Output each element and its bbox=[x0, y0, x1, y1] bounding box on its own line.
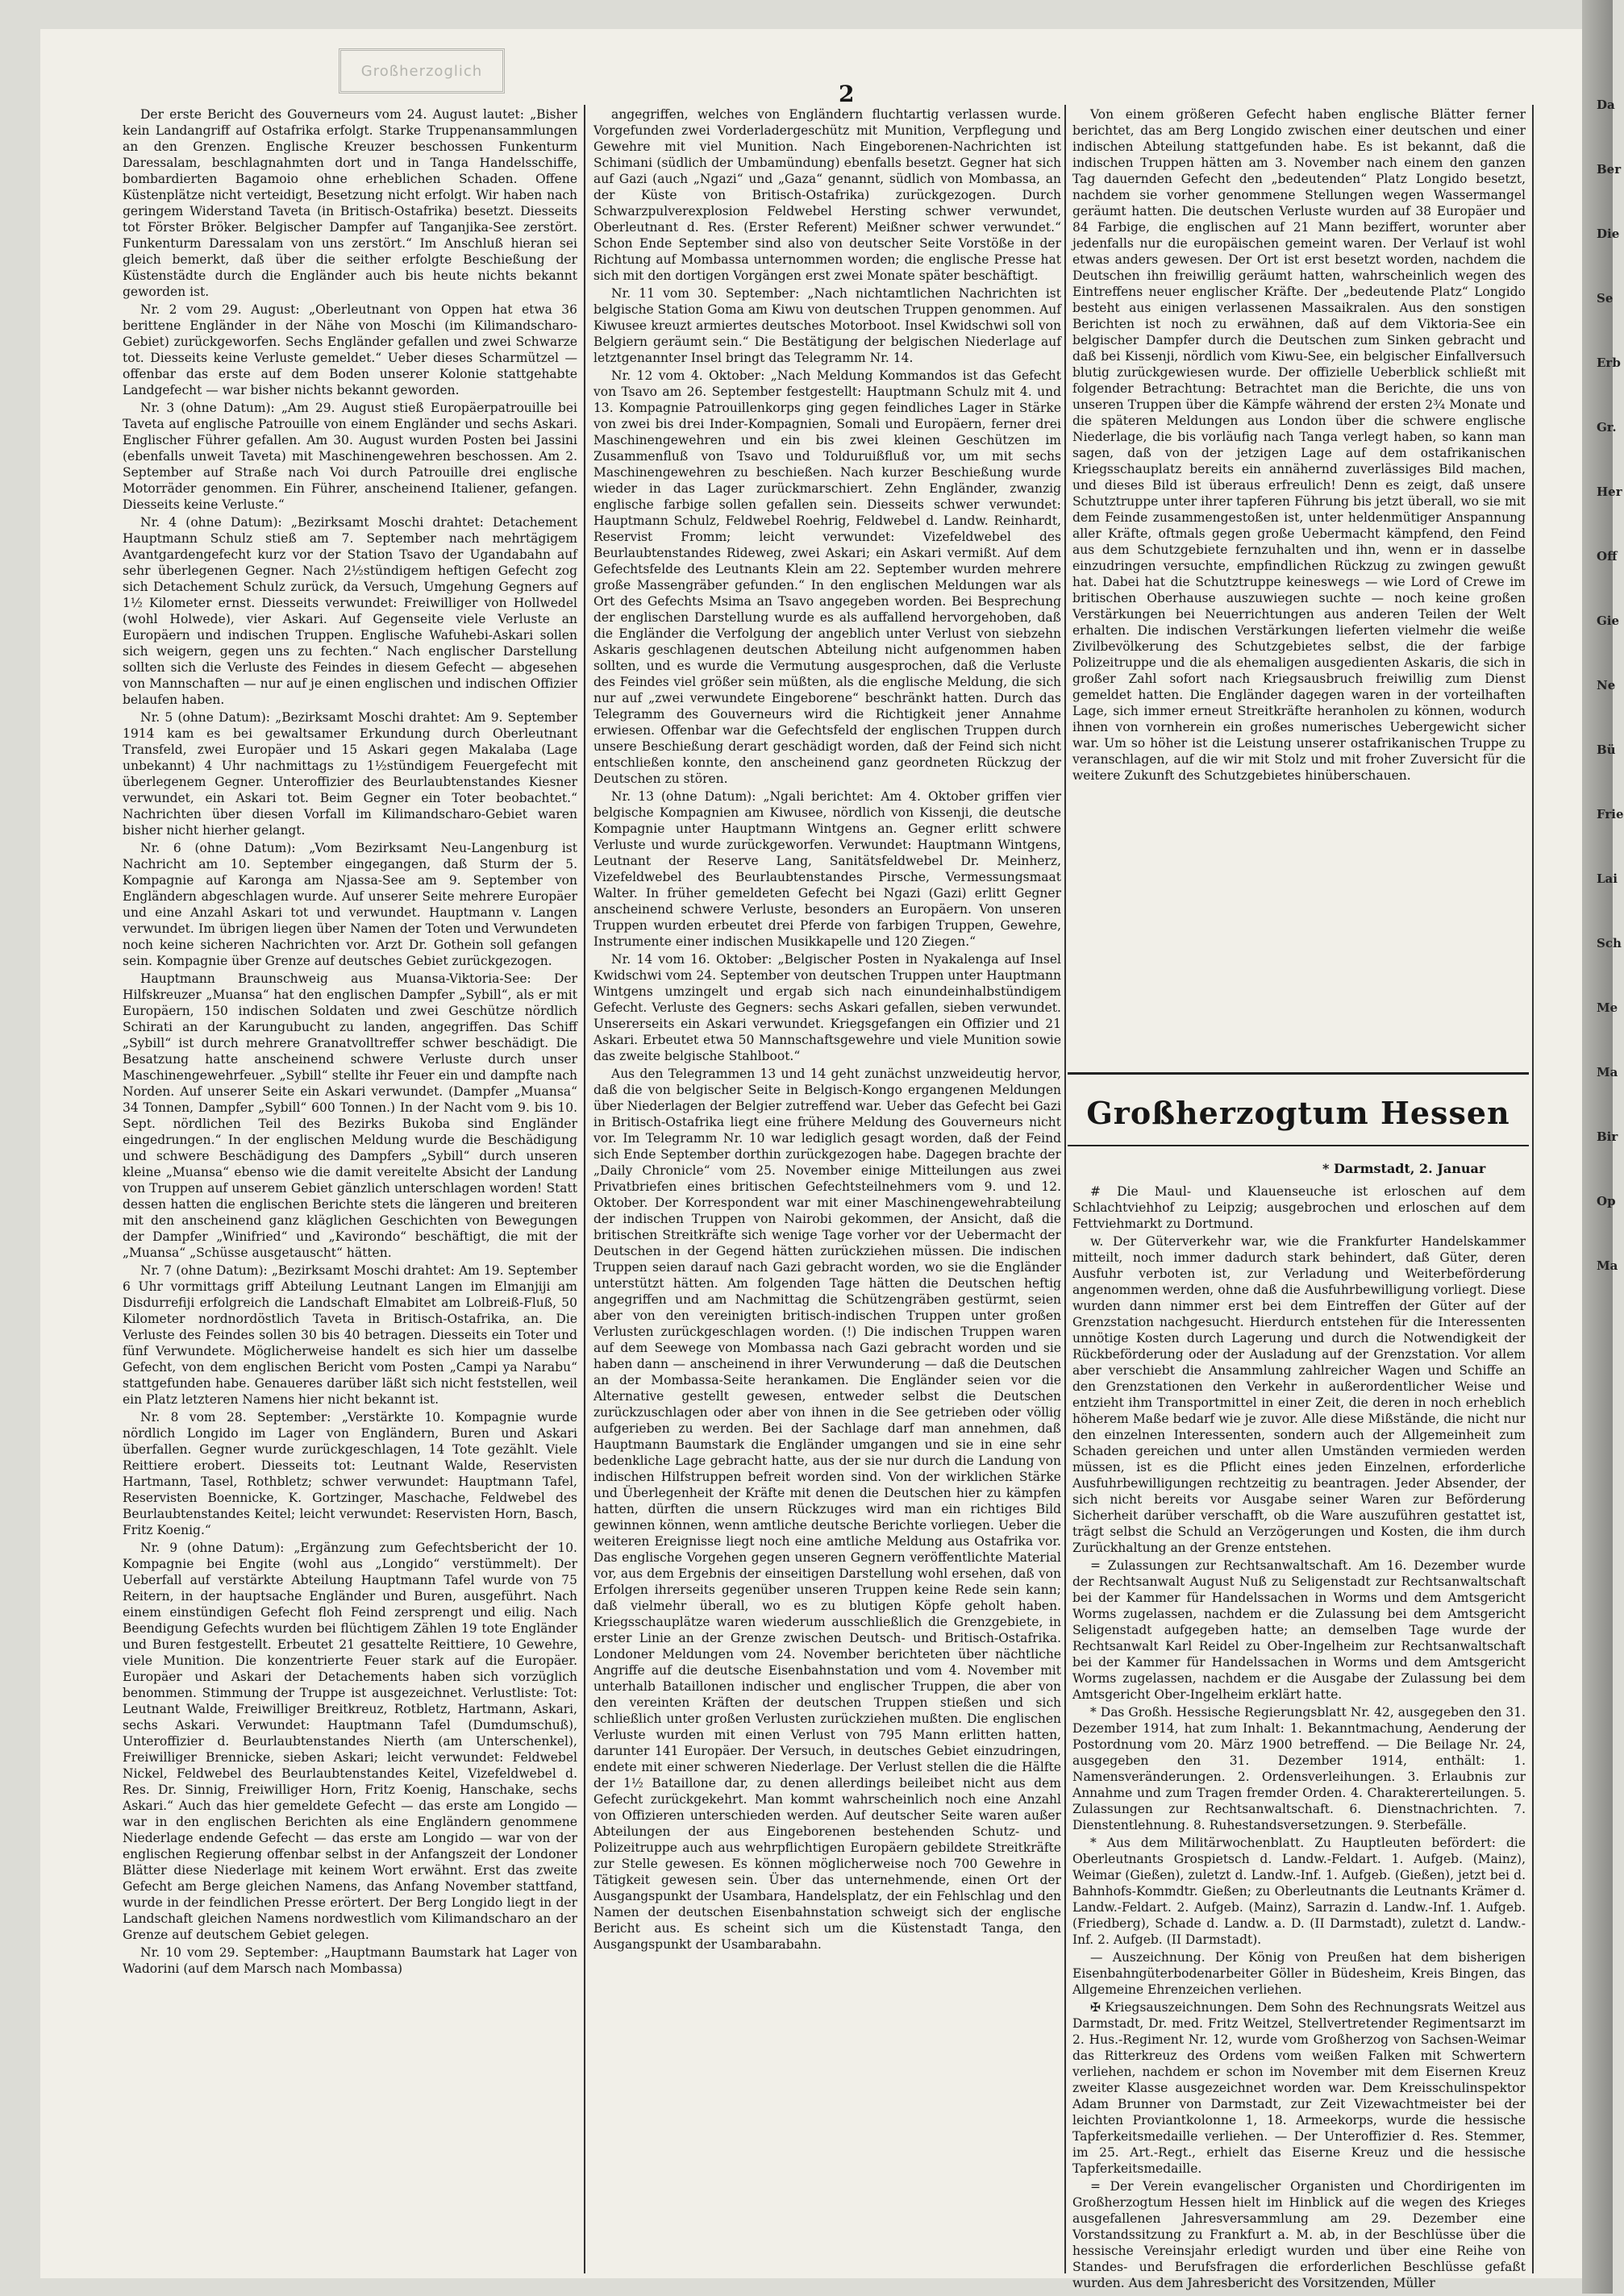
cut-off-text: Frie bbox=[1597, 807, 1624, 821]
section-divider bbox=[1068, 1145, 1529, 1146]
article-column-3 bbox=[1072, 106, 1526, 1138]
paragraph: Nr. 14 vom 16. Oktober: „Belgischer Posten in Nyakalenga auf Insel Kwidschwi vom 24. September von deutschen Truppen unter Hauptmann Wintgens umzingelt und ergab sich nach einundeinhalbstündigem Gefecht. Verluste des Gegners: sechs Askari gefallen, sieben verwundet. Unsererseits ein Askari verwundet. Kriegsgefangen ein Offizier und 21 Askari. Erbeutet etwa 50 Mannschaftsgewehre und viele Munition sowie das zweite belgische Stahlboot.“ bbox=[593, 952, 1061, 1063]
section-divider bbox=[1068, 1072, 1529, 1075]
cut-off-text: Me bbox=[1597, 1000, 1618, 1015]
cut-off-text: Ne bbox=[1597, 678, 1616, 693]
cut-off-text: Bü bbox=[1597, 742, 1616, 757]
cut-off-text: Ma bbox=[1597, 1065, 1618, 1079]
cut-off-text: Gie bbox=[1597, 614, 1620, 628]
article-column-1 bbox=[123, 106, 577, 2267]
paragraph: Nr. 5 (ohne Datum): „Bezirksamt Moschi drahtet: Am 9. September 1914 kam es bei gewaltsamer Erkundung durch Oberleutnant Transfeld, zwei Europäer und 15 Askari gegen Makalaba (Lage unbekannt) 4 Uhr nachmittags zu 1½stündigem Feuergefecht mit überlegenem Gegner. Unteroffizier des Beurlaubtenstandes Kiesner verwundet, ein Askari tot. Beim Gegner ein Toter beobachtet.“ Nachrichten über diesen Vorfall im Kilimandscharo-Gebiet waren bisher nicht hierher gelangt. bbox=[123, 710, 577, 838]
paragraph: = Zulassungen zur Rechtsanwaltschaft. Am 16. Dezember wurde der Rechtsanwalt August Nuß zu Seligenstadt zur Rechtsanwaltschaft bei der Kammer für Handelssachen in Worms und dem Amtsgericht Worms zugelassen, nachdem er die Zulassung bei dem Amtsgericht Seligenstadt aufgegeben hatte; an demselben Tage wurde der Rechtsanwalt Karl Reidel zu Ober-Ingelheim zur Rechtsanwaltschaft bei der Kammer für Handelssachen in Worms und dem Amtsgericht Worms zugelassen, nachdem er die Ausgabe der Zulassung bei dem Amtsgericht Ober-Ingelheim erklärt hatte. bbox=[1072, 1558, 1526, 1702]
paragraph: = Der Verein evangelischer Organisten und Chordirigenten im Großherzogtum Hessen hielt im Hinblick auf die wegen des Krieges ausgefallenen Jahresversammlung am 29. Dezember eine Vorstandssitzung zu Frankfurt a. M. ab, in der Beschlüsse über die hessische Vereinsjahr erledigt wurden und über eine Reihe von Standes- und Berufsfragen die erforderlichen Beschlüsse gefaßt wurden. Aus dem Jahresbericht des Vorsitzenden, Müller bbox=[1072, 2179, 1526, 2290]
cut-off-text: Gr. bbox=[1597, 420, 1617, 435]
paragraph: * Aus dem Militärwochenblatt. Zu Hauptleuten befördert: die Oberleutnants Grospietsch d. Landw.-Feldart. 1. Aufgeb. (Mainz), Weimar (Gießen), zuletzt d. Landw.-Inf. 1. Aufgeb. (Gießen), jetzt bei d. Bahnhofs-Kommdtr. Gießen; zu Oberleutnants die Leutnants Krämer d. Landw.-Feldart. 2. Aufgeb. (Mainz), Sarrazin d. Landw.-Inf. 1. Aufgeb. (Friedberg), Schade d. Landw. a. D. (II Darmstadt), zuletzt d. Landw.-Inf. 2. Aufgeb. (II Darmstadt). bbox=[1072, 1836, 1526, 1947]
paragraph: Nr. 6 (ohne Datum): „Vom Bezirksamt Neu-Langenburg ist Nachricht am 10. September eingegangen, daß Sturm der 5. Kompagnie auf Karonga am Njassa-See am 9. September von Engländern abgeschlagen wurde. Auf unserer Seite mehrere Europäer und eine Anzahl Askari tot und verwundet. Hauptmann v. Langen verwundet. Im übrigen liegen über Namen der Toten und Verwundeten noch keine sicheren Nachrichten vor. Arzt Dr. Gothein soll gefangen sein. Kompagnie über Grenze auf deutsches Gebiet zurückgezogen. bbox=[123, 841, 577, 968]
article-column-2 bbox=[593, 106, 1061, 2267]
paragraph: Nr. 12 vom 4. Oktober: „Nach Meldung Kommandos ist das Gefecht von Tsavo am 26. September festgestellt: Hauptmann Schulz mit 4. und 13. Kompagnie Patrouillenkorps ging gegen feindliches Lager in Stärke von zwei bis drei Inder-Kompagnien, Somali und Europäern, ferner drei Maschinengewehren und ein bis zwei kleinen Geschützen im Zusammenfluß von Tsavo und Tolduruißfluß vor, um mit sechs Maschinengewehren zu beschießen. Nach kurzer Beschießung wurde wieder in das Lager zurückmarschiert. Zehn Engländer, zwanzig englische farbige sollen gefallen sein. Diesseits schwer verwundet: Hauptmann Schulz, Feldwebel Roehrig, Feldwebel d. Landw. Reinhardt, Reservist Fromm; leicht verwundet: Vizefeldwebel des Beurlaubtenstandes Rideweg, zwei Askari; ein Askari vermißt. Auf dem Gefechtsfelde des Leutnants Klein am 22. September wurden mehrere große Massengräber gefunden.“ In den englischen Meldungen war als Ort des Gefechts Msima an Tsavo angegeben worden. Bei Besprechung der englischen Darstellung wurde es als auffallend hervorgehoben, daß die Engländer die Verfolgung der angeblich unter Verlust von siebzehn Askaris geschlagenen deutschen Abteilung nicht aufgenommen haben sollten, und es wurde die Vermutung ausgesprochen, daß die Verluste des Feindes viel größer sein müßten, als die englische Meldung, die sich nur auf „zwei verwundete Eingeborene“ beschränkt hatten. Durch das Telegramm des Gouverneurs wird die Richtigkeit jener Annahme erwiesen. Offenbar war die Gefechtsfeld der englischen Truppen durch unsere Beschießung derart geschädigt worden, daß der Feind sich nicht entschließen konnte, den anscheinend ganz geordneten Rückzug der Deutschen zu stören. bbox=[593, 368, 1061, 786]
cut-off-text: Se bbox=[1597, 291, 1614, 306]
cut-off-text: Ma bbox=[1597, 1258, 1618, 1273]
paragraph: # Die Maul- und Klauenseuche ist erloschen auf dem Schlachtviehhof zu Leipzig; ausgebrochen und erloschen auf dem Fettviehmarkt zu Dortmund. bbox=[1072, 1184, 1526, 1231]
paragraph: Nr. 11 vom 30. September: „Nach nichtamtlichen Nachrichten ist belgische Station Goma am Kiwu von deutschen Truppen genommen. Auf Kiwusee kreuzt armiertes deutsches Motorboot. Insel Kwidschwi soll von Belgiern geräumt sein.“ Die Bestätigung der belgischen Niederlage auf letztgenannter Insel bringt das Telegramm Nr. 14. bbox=[593, 286, 1061, 365]
page-number: 2 bbox=[839, 81, 855, 107]
paragraph: Nr. 4 (ohne Datum): „Bezirksamt Moschi drahtet: Detachement Hauptmann Schulz stieß am 7. September nach mehrtägigem Avantgardengefecht kurz vor der Station Tsavo der Ugandabahn auf sehr überlegenen Gegner. Nach 2½stündigem heftigen Gefecht zog sich Detachement Schulz zurück, da Versuch, Umgehung Gegners auf 1½ Kilometer ernst. Diesseits verwundet: Freiwilliger von Hollwedel (wohl Holwede), vier Askari. Auf Gegenseite viele Verluste an Europäern und indischen Truppen. Englische Wafuhebi-Askari sollen sich weigern, gegen uns zu fechten.“ Nach englischer Darstellung sollten sich die Verluste des Feindes in diesem Gefecht — abgesehen von Mannschaften — nur auf je einen englischen und indischen Offizier belaufen haben. bbox=[123, 515, 577, 707]
section-heading: Großherzogtum Hessen bbox=[1086, 1094, 1510, 1131]
cut-off-text: Sch bbox=[1597, 936, 1622, 950]
archive-stamp: Großherzoglich bbox=[339, 48, 505, 94]
cut-off-text: Off bbox=[1597, 549, 1618, 564]
paragraph: Von einem größeren Gefecht haben englische Blätter ferner berichtet, das am Berg Longido zwischen einer deutschen und einer indischen Abteilung stattgefunden habe. Es ist bekannt, daß die indischen Truppen hätten am 3. November nach einem den ganzen Tag dauernden Gefecht den „bedeutenden“ Platz Longido besetzt, nachdem sie vorher genommene Stellungen wegen Wassermangel geräumt hatten. Die deutschen Verluste wurden auf 38 Europäer und 84 Farbige, die englischen auf 21 Mann beziffert, worunter aber jedenfalls nur die europäischen gemeint waren. Der Verlauf ist wohl etwas anders gewesen. Der Ort ist erst besetzt worden, nachdem die Deutschen ihn freiwillig geräumt hatten, wahrscheinlich wegen des Eintreffens neuer englischer Kräfte. Der „bedeutende Platz“ Longido besteht aus einigen verlassenen Massaikralen. Aus den sonstigen Berichten ist noch zu erwähnen, daß auf dem Viktoria-See ein belgischer Dampfer durch die Deutschen zum Sinken gebracht und daß bei Kissenji, nördlich vom Kiwu-See, ein belgischer Einfallversuch blutig zurückgewiesen wurde. Der offizielle Ueberblick schließt mit folgender Betrachtung: Betrachtet man die Berichte, die uns von unseren Truppen über die Kämpfe während der ersten 2¾ Monate und die späteren Meldungen aus London über die schwere englische Niederlage, die bis vorläufig nach Tanga verlegt haben, so kann man sagen, daß von der jetzigen Lage auf dem ostafrikanischen Kriegsschauplatz bereits ein annähernd zuverlässiges Bild machen, und dieses Bild ist überaus erfreulich! Denn es zeigt, daß unsere Schutztruppe unter ihrer tapferen Führung bis jetzt überall, wo sie mit dem Feinde zusammengestoßen ist, unter heldenmütiger Anspannung aller Kräfte, oftmals gegen große Uebermacht kämpfend, den Feind aus dem Schutzgebiete fernzuhalten und ihn, wenn er in dasselbe einzudringen versuchte, empfindlichen Rückzug zu zwingen gewußt hat. Dabei hat die Schutztruppe keineswegs — wie Lord of Crewe im britischen Oberhause auszuwiegen suchte — noch keine großen Verstärkungen bei Neuerrichtungen aus anderen Teilen der Welt erhalten. Die indischen Verstärkungen lieferten vielmehr die weiße Zivilbevölkerung des Schutzgebietes selbst, die der farbige Polizeitruppe und die als ehemaligen ausgedienten Askaris, die sich in großer Zahl sofort nach Kriegsausbruch freiwillig zum Dienst gemeldet hatten. Die Engländer dagegen waren in der vorteilhaften Lage, sich immer erneut Streitkräfte heranholen zu können, wodurch ihnen von vornherein ein großes numerisches Uebergewicht sicher war. Um so höher ist die Leistung unserer ostafrikanischen Truppe zu veranschlagen, auf die wir mit Stolz und mit froher Zuversicht für die weitere Zukunft des Schutzgebietes hinüberschauen. bbox=[1072, 107, 1526, 783]
paragraph: * Das Großh. Hessische Regierungsblatt Nr. 42, ausgegeben den 31. Dezember 1914, hat zum Inhalt: 1. Bekanntmachung, Aenderung der Postordnung vom 20. März 1900 betreffend. — Die Beilage Nr. 24, ausgegeben den 31. Dezember 1914, enthält: 1. Namensveränderungen. 2. Ordensverleihungen. 3. Erlaubnis zur Annahme und zum Tragen fremder Orden. 4. Charaktererteilungen. 5. Zulassungen zur Rechtsanwaltschaft. 6. Dienstnachrichten. 7. Dienstentlehnung. 8. Ruhestandsversetzungen. 9. Sterbefälle. bbox=[1072, 1705, 1526, 1832]
paragraph: Nr. 8 vom 28. September: „Verstärkte 10. Kompagnie wurde nördlich Longido im Lager von Engländern, Buren und Askari überfallen. Gegner wurde zurückgeschlagen, 14 Tote gezählt. Viele Reittiere erobert. Diesseits tot: Leutnant Walde, Reservisten Hartmann, Tasel, Rothbletz; schwer verwundet: Hauptmann Tafel, Reservisten Boennicke, K. Gortzinger, Maschache, Feldwebel des Beurlaubtenstandes Keitel; leicht verwundet: Reservisten Horn, Basch, Fritz Koenig.“ bbox=[123, 1410, 577, 1537]
cut-off-text: Die bbox=[1597, 227, 1620, 241]
cut-off-text: Ber bbox=[1597, 162, 1622, 177]
column-rule bbox=[584, 105, 585, 2273]
paragraph: Nr. 7 (ohne Datum): „Bezirksamt Moschi drahtet: Am 19. September 6 Uhr vormittags griff Abteilung Leutnant Langen im Elmanjiji am Disdurrefiji erfolgreich die Landschaft Elmabitet am Lolbreiß-Fluß, 50 Kilometer nordnordöstlich Taveta in Britisch-Ostafrika, an. Die Verluste des Feindes sollen 30 bis 40 betragen. Diesseits ein Toter und fünf Verwundete. Möglicherweise handelt es sich hier um dasselbe Gefecht, von dem englischen Bericht vom Posten „Campi ya Narabu“ stattgefunden habe. Genaueres darüber läßt sich nicht feststellen, weil ein Platz letzteren Namens hier nicht bekannt ist. bbox=[123, 1263, 577, 1407]
cut-off-text: Bir bbox=[1597, 1129, 1618, 1144]
cut-off-text: Lai bbox=[1597, 871, 1618, 886]
dateline: * Darmstadt, 2. Januar bbox=[1322, 1161, 1486, 1176]
paragraph: — Auszeichnung. Der König von Preußen hat dem bisherigen Eisenbahngüterbodenarbeiter Göller in Büdesheim, Kreis Bingen, das Allgemeine Ehrenzeichen verliehen. bbox=[1072, 1950, 1526, 1997]
paragraph: ✠ Kriegsauszeichnungen. Dem Sohn des Rechnungsrats Weitzel aus Darmstadt, Dr. med. Fritz Weitzel, Stellvertretender Regimentsarzt im 2. Hus.-Regiment Nr. 12, wurde vom Großherzog von Sachsen-Weimar das Ritterkreuz des Ordens vom weißen Falken mit Schwertern verliehen, nachdem er schon im November mit dem Eisernen Kreuz zweiter Klasse ausgezeichnet worden war. Dem Kreisschulinspektor Adam Brunner von Darmstadt, zur Zeit Vizewachtmeister bei der leichten Proviantkolonne 1, 18. Armeekorps, wurde die hessische Tapferkeitsmedaille verliehen. — Der Unteroffizier d. Res. Stemmer, im 25. Art.-Regt., erhielt das Eiserne Kreuz und die hessische Tapferkeitsmedaille. bbox=[1072, 2000, 1526, 2176]
cut-off-text: Da bbox=[1597, 98, 1615, 112]
cut-off-text: Her bbox=[1597, 485, 1622, 499]
local-news-column bbox=[1072, 1183, 1526, 2296]
paragraph: Aus den Telegrammen 13 und 14 geht zunächst unzweideutig hervor, daß die von belgischer Seite in Belgisch-Kongo ergangenen Meldungen über Niederlagen der Belgier zutreffend war. Ueber das Gefecht bei Gazi in Britisch-Ostafrika liegt eine frühere Meldung des Gouverneurs nicht vor. Im Telegramm Nr. 10 war lediglich gesagt worden, daß der Feind sich Ende September dorthin zurückgezogen habe. Dagegen brachte der „Daily Chronicle“ vom 25. November einige Mitteilungen aus zwei Privatbriefen eines britischen Gefechtsteilnehmers vom 9. und 12. Oktober. Der Korrespondent war mit einer Maschinengewehrabteilung der indischen Truppen von Nairobi gekommen, der Ansicht, daß die britischen Streitkräfte sich wenige Tage vorher vor der Uebermacht der Deutschen in der Gegend hätten zurückziehen müssen. Die indischen Truppen seien darauf nach Gazi gebracht worden, wo sie die Engländer unterstützt hätten. Am folgenden Tage hätten die Deutschen heftig angegriffen und am Nachmittag die Schützengräben gestürmt, seien aber von den vereinigten britisch-indischen Truppen unter großen Verlusten zurückgeschlagen worden. (!) Die indischen Truppen waren auf dem Seewege von Mombassa nach Gazi gebracht worden und sie haben dann — anscheinend in ihrer Verwunderung — daß die Deutschen an der Mombassa-Seite herankamen. Die Engländer seien vor die Alternative gestellt gewesen, entweder selbst die Deutschen zurückzuschlagen oder aber von ihnen in die See getrieben oder völlig aufgerieben zu werden. Bei der Sachlage darf man annehmen, daß Hauptmann Baumstark die Engländer umgangen und sie in eine sehr bedenkliche Lage gebracht hatte, aus der sie nur durch die Landung von indischen Hilfstruppen befreit worden sind. Von der wirklichen Stärke und Überlegenheit der Kräfte mit denen die Deutschen hier zu kämpfen hatten, dürften die unsern Rückzuges wird man ein richtiges Bild gewinnen können, wenn amtliche deutsche Berichte vorliegen. Ueber die weiteren Ereignisse liegt noch eine amtliche Meldung aus Ostafrika vor. Das englische Vorgehen gegen unseren Gegnern veröffentlichte Material vor, aus dem Ergebnis der einseitigen Darstellung wohl ersehen, daß von Erfolgen ihrerseits gegenüber unseren Truppen keine Rede sein kann; daß vielmehr überall, wo es zu blutigen Köpfe geholt haben. Kriegsschauplätze waren wiederum ausschließlich die Grenzgebiete, in erster Linie an der Grenze zwischen Deutsch- und Britisch-Ostafrika. Londoner Meldungen vom 24. November berichteten über nächtliche Angriffe auf die deutsche Eisenbahnstation und vom 4. November mit unterhalb Bataillonen indischer und englischer Truppen, die aber von den vereinten Kräften der deutschen Truppen stießen und sich schließlich unter großen Verlusten zurückziehen mußten. Die englischen Verluste wurden mit einen Verlust von 795 Mann erlitten hatten, darunter 141 Europäer. Der Versuch, in deutsches Gebiet einzudringen, endete mit einer schweren Niederlage. Der Verlust stellen die die Hälfte der 1½ Bataillone dar, zu denen allerdings beileibet nicht aus dem Gefecht zurückgekehrt. Man kommt wahrscheinlich noch eine Anzahl von Offizieren unterschieden werden. Auf deutscher Seite waren außer Abteilungen der aus Eingeborenen bestehenden Schutz- und Polizeitruppe auch aus wehrpflichtigen Europäern gebildete Streitkräfte zur Stelle gewesen. Es können möglicherweise noch 700 Gewehre in Tätigkeit gewesen sein. Über das unternehmende, einen Ort der Ausgangspunkt der Usambara, Handelsplatz, der ein Fehlschlag und den Namen der deutschen Eisenbahnstation schweigt sich der englische Bericht aus. Es scheint sich um die Küstenstadt Tanga, den Ausgangspunkt der Usambarabahn. bbox=[593, 1067, 1061, 1952]
paragraph: Nr. 9 (ohne Datum): „Ergänzung zum Gefechtsbericht der 10. Kompagnie bei Engite (wohl aus „Longido“ verstümmelt). Der Ueberfall auf verstärkte Abteilung Hauptmann Tafel wurde von 75 Reitern, in der hauptsache Engländer und Buren, ausgeführt. Nach einem einstündigen Gefecht floh Feind zersprengt und eilig. Nach Beendigung Gefechts wurden bei flüchtigem Zählen 19 tote Engländer und Buren festgestellt. Erbeutet 21 gesattelte Reittiere, 10 Gewehre, viele Munition. Die konzentrierte Feuer stark auf die Europäer. Europäer und Askari der Detachements haben sich vorzüglich benommen. Stimmung der Truppe ist ausgezeichnet. Verlustliste: Tot: Leutnant Walde, Freiwilliger Breitkreuz, Rotbletz, Hartmann, Askari, sechs Askari. Verwundet: Hauptmann Tafel (Dumdumschuß), Unteroffizier d. Beurlaubtenstandes Nierth (am Unterschenkel), Freiwilliger Brennicke, sieben Askari; leicht verwundet: Feldwebel Nickel, Feldwebel des Beurlaubtenstandes Keitel, Vizefeldwebel d. Res. Dr. Sinnig, Freiwilliger Horn, Fritz Koenig, Hanschake, sechs Askari.“ Auch das hier gemeldete Gefecht — das erste am Longido — war in den englischen Berichten als eine Engländern genommene Niederlage endende Gefecht — das erste am Longido — war von der englischen Regierung offenbar selbst in der Anfangszeit der Londoner Blätter diese Niederlage mit keinem Wort erwähnt. Erst das zweite Gefecht am Berge gleichen Namens, das Anfang November stattfand, wurde in der feindlichen Presse erörtert. Der Berg Longido liegt in der Landschaft gleichen Namens nordwestlich vom Kilimandscharo an der Grenze auf deutschem Gebiet gelegen. bbox=[123, 1541, 577, 1942]
paragraph: Nr. 13 (ohne Datum): „Ngali berichtet: Am 4. Oktober griffen vier belgische Kompagnien am Kiwusee, nördlich von Kissenji, die deutsche Kompagnie unter Hauptmann Wintgens an. Gegner erlitt schwere Verluste und wurde zurückgeworfen. Verwundet: Hauptmann Wintgens, Leutnant der Reserve Lang, Sanitätsfeldwebel Dr. Meinherz, Vizefeldwebel des Beurlaubtenstandes Pirsche, Vermessungsmaat Walter. In früher gemeldeten Gefecht bei Ngazi (Gazi) erlitt Gegner anscheinend schwere Verluste, besonders an Europäern. Von unseren Truppen wurden erbeutet drei Pferde von farbigen Truppen, Gewehre, Instrumente einer indischen Musikkapelle und 120 Ziegen.“ bbox=[593, 789, 1061, 949]
paragraph: Hauptmann Braunschweig aus Muansa-Viktoria-See: Der Hilfskreuzer „Muansa“ hat den englischen Dampfer „Sybill“, als er mit Europäern, 150 indischen Soldaten und zwei Geschütze nördlich Schirati an der Karungubucht zu landen, angegriffen. Das Schiff „Sybill“ ist durch mehrere Granatvolltreffer schwer beschädigt. Die Besatzung hatte anscheinend schwere Verluste durch unser Maschinengewehrfeuer. „Sybill“ stellte ihr Feuer ein und dampfte nach Norden. Auf unserer Seite ein Askari verwundet. (Dampfer „Muansa“ 34 Tonnen, Dampfer „Sybill“ 600 Tonnen.) In der Nacht vom 9. bis 10. Sept. nördlichen Teil des Bezirks Bukoba sind Engländer eingedrungen.“ In der englischen Meldung wurde die Beschädigung und schwere Beschädigung des Dampfers „Sybill“ durch unseren kleine „Muansa“ ebenso wie die damit vereitelte Absicht der Landung von Truppen auf unserem Gebiet gänzlich unterschlagen worden! Statt dessen hatten die englischen Berichte stets die längeren und breiteren mit den anscheinend ganz kläglichen Geschichten von Bewegungen der Dampfer „Winifried“ und „Kavirondo“ beschäftigt, die mit der „Muansa“ „Schüsse ausgetauscht“ hätten. bbox=[123, 971, 577, 1260]
cut-off-text: Erb bbox=[1597, 356, 1621, 370]
paragraph: angegriffen, welches von Engländern fluchtartig verlassen wurde. Vorgefunden zwei Vorderladergeschütz mit Munition, Verpflegung und Gewehre mit viel Munition. Nach Eingeborenen-Nachrichten ist Schimani (südlich der Umbamündung) ebenfalls besetzt. Gegner hat sich auf Gazi (auch „Ngazi“ und „Gaza“ genannt, südlich von Mombassa, an der Küste von Britisch-Ostafrika) zurückgezogen. Durch Schwarzpulverexplosion Feldwebel Hersting schwer verwundet, Oberleutnant d. Res. (Erster Referent) Meißner schwer verwundet.“ Schon Ende September sind also von deutscher Seite Vorstöße in der Richtung auf Mombassa unternommen worden; die englische Presse hat sich mit den dortigen Vorgängen erst zwei Monate später beschäftigt. bbox=[593, 107, 1061, 283]
paragraph: Nr. 10 vom 29. September: „Hauptmann Baumstark hat Lager von Wadorini (auf dem Marsch nach Mombassa) bbox=[123, 1945, 577, 1976]
paragraph: Der erste Bericht des Gouverneurs vom 24. August lautet: „Bisher kein Landangriff auf Ostafrika erfolgt. Starke Truppenansammlungen an den Grenzen. Englische Kreuzer beschossen Funkenturm Daressalam, beschlagnahmten dort und in Tanga Handelsschiffe, bombardierten Bagamoio ohne erheblichen Schaden. Offene Küstenplätze nicht verteidigt, Besetzung nicht erfolgt. Wir haben nach geringem Widerstand Taveta (in Britisch-Ostafrika) besetzt. Diesseits tot Förster Bröker. Belgischer Dampfer auf Tanganjika-See zerstört. Funkenturm Daressalam von uns zerstört.“ Im Anschluß hieran sei gleich bemerkt, daß über die seither erfolgte Beschießung der Küstenstädte durch die Engländer auch bis heute nichts bekannt geworden ist. bbox=[123, 107, 577, 299]
column-rule bbox=[1064, 105, 1066, 2273]
adjacent-page-fragment bbox=[1597, 97, 1624, 2273]
paragraph: w. Der Güterverkehr war, wie die Frankfurter Handelskammer mitteilt, noch immer dadurch stark behindert, daß Güter, deren Ausfuhr verboten ist, zur Verladung und Weiterbeförderung angenommen werden, ohne daß die Ausfuhrbewilligung vorliegt. Diese wurden dann nimmer erst bei dem Eintreffen der Güter auf der Grenzstation nachgesucht. Hierdurch entstehen für die Interessenten unnötige Kosten durch Lagerung und durch die Notwendigkeit der Rückbeförderung oder der Ausladung auf der Grenzstation. Vor allem aber verschiebt die Ansammlung zahlreicher Wagen und Schiffe an den Grenzstationen den Verkehr in außerordentlicher Weise und entzieht ihm Transportmittel in einer Zeit, die deren in noch erheblich höherem Maße bedarf wie je zuvor. Alle diese Mißstände, die nicht nur den einzelnen Interessenten, sondern auch der Allgemeinheit zum Schaden gereichen und unter allen Umständen vermieden werden müssen, ist es die Pflicht eines jeden Einzelnen, erforderliche Ausfuhrbewilligungen rechtzeitig zu beantragen. Jeder Absender, der sich nicht bereits vor Ausgabe seiner Waren zur Beförderung Sicherheit darüber verschafft, ob die Ware auszuführen gestattet ist, trägt selbst die Schuld an Verzögerungen und Kosten, die ihm durch Zurückhaltung an der Grenze entstehen. bbox=[1072, 1234, 1526, 1555]
column-rule bbox=[1532, 105, 1534, 2273]
paragraph: Nr. 2 vom 29. August: „Oberleutnant von Oppen hat etwa 36 berittene Engländer in der Nähe von Moschi (im Kilimandscharo-Gebiet) zurückgeworfen. Sechs Engländer gefallen und zwei Schwarze tot. Diesseits keine Verluste gemeldet.“ Ueber dieses Scharmützel — offenbar das erste auf dem Boden unserer Kolonie stattgehabte Landgefecht — war bisher nichts bekannt geworden. bbox=[123, 302, 577, 397]
paragraph: Nr. 3 (ohne Datum): „Am 29. August stieß Europäerpatrouille bei Taveta auf englische Patrouille von einem Engländer und sechs Askari. Englischer Führer gefallen. Am 30. August wurden Posten bei Jassini (ebenfalls unweit Taveta) mit Maschinengewehren beschossen. Am 2. September auf Straße nach Voi durch Patrouille drei englische Motorräder genommen. Ein Führer, anscheinend Italiener, gefangen. Diesseits keine Verluste.“ bbox=[123, 401, 577, 512]
cut-off-text: Op bbox=[1597, 1194, 1616, 1208]
